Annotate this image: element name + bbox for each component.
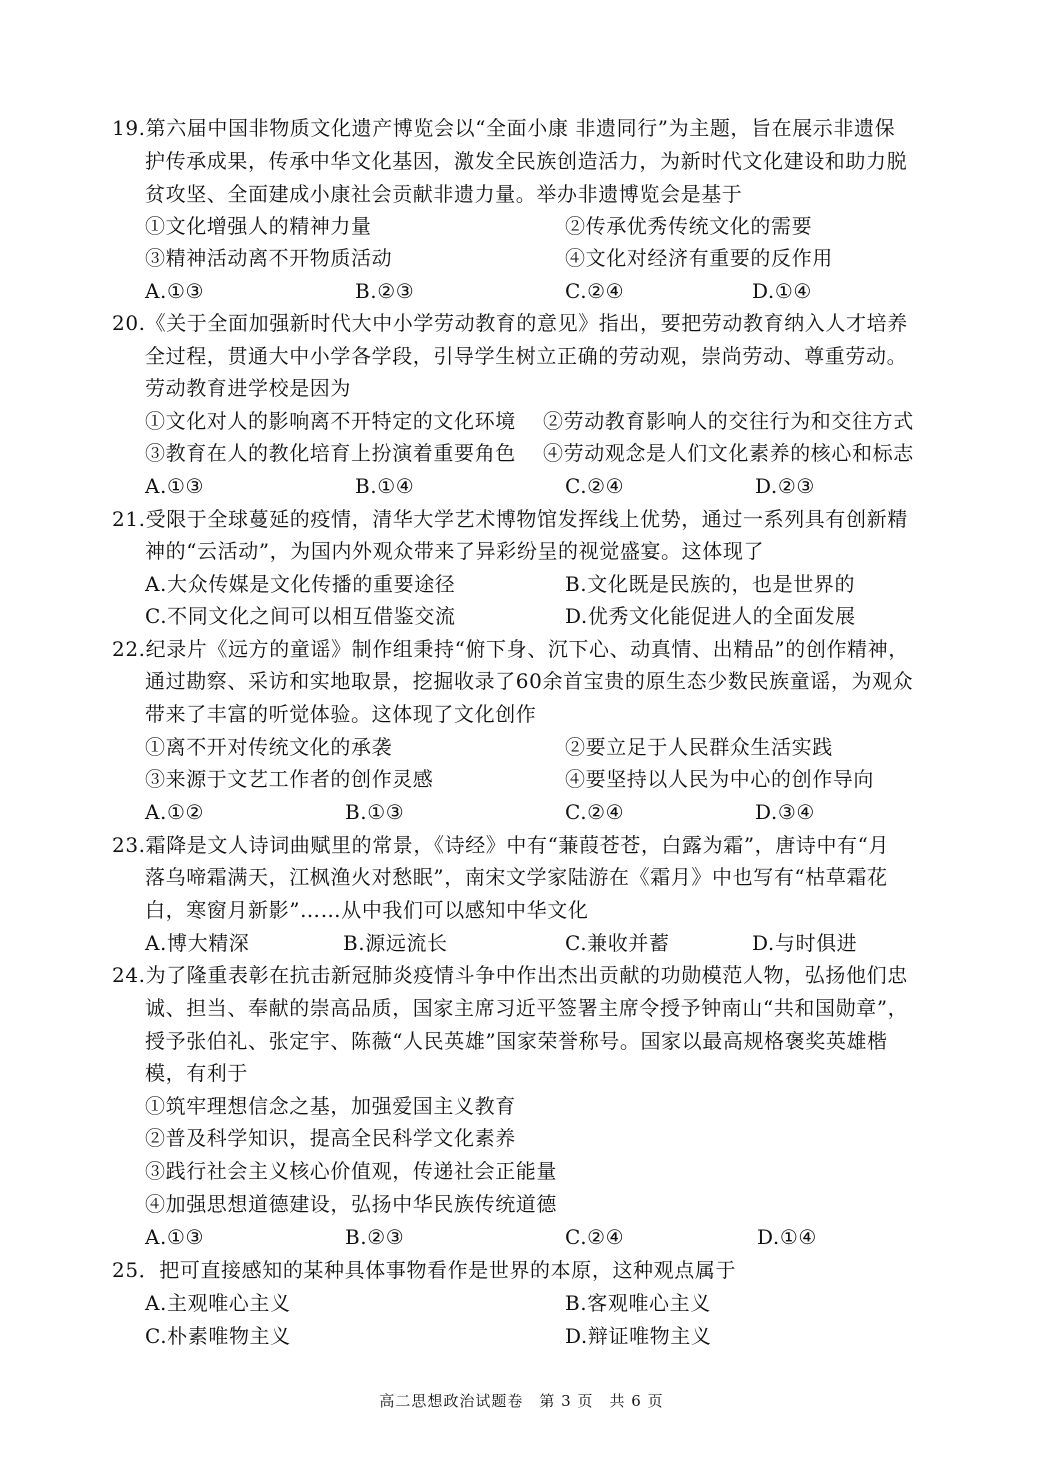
- question-22-choice-b: B.①③: [345, 800, 405, 824]
- question-22-line-1: 22.纪录片《远方的童谣》制作组秉持“俯下身、沉下心、动真情、出精品”的创作精神，: [112, 637, 909, 661]
- question-22-line-3: 带来了丰富的听觉体验。这体现了文化创作: [145, 702, 537, 726]
- question-19-item-4: ④文化对经济有重要的反作用: [565, 246, 833, 270]
- question-23-choice-a: A.博大精深: [145, 931, 250, 955]
- question-20-item-1: ①文化对人的影响离不开特定的文化环境: [145, 409, 516, 433]
- question-25-choice-d: D.辩证唯物主义: [565, 1324, 712, 1348]
- question-20-line-3: 劳动教育进学校是因为: [145, 376, 351, 400]
- question-24-line-1: 24.为了隆重表彰在抗击新冠肺炎疫情斗争中作出杰出贡献的功勋模范人物，弘扬他们忠: [112, 963, 908, 987]
- question-24-choice-b: B.②③: [345, 1225, 405, 1249]
- question-21-choice-a: A.大众传媒是文化传播的重要途径: [145, 572, 456, 596]
- question-21-line-1: 21.受限于全球蔓延的疫情，清华大学艺术博物馆发挥线上优势，通过一系列具有创新精: [112, 507, 908, 531]
- question-24-line-3: 授予张伯礼、张定宇、陈薇“人民英雄”国家荣誉称号。国家以最高规格褒奖英雄楷: [145, 1029, 888, 1053]
- question-24-item-1: ①筑牢理想信念之基，加强爱国主义教育: [145, 1094, 516, 1118]
- question-24-line-2: 诚、担当、奉献的崇高品质，国家主席习近平签署主席令授予钟南山“共和国勋章”，: [145, 996, 909, 1020]
- question-25-line-1: 25．把可直接感知的某种具体事物看作是世界的本原，这种观点属于: [112, 1258, 737, 1282]
- question-19-item-2: ②传承优秀传统文化的需要: [565, 214, 813, 238]
- question-20-item-2: ②劳动教育影响人的交往行为和交往方式: [543, 409, 914, 433]
- question-19-line-1: 19.第六届中国非物质文化遗产博览会以“全面小康 非遗同行”为主题，旨在展示非遗保: [112, 116, 896, 140]
- question-19-line-2: 护传承成果，传承中华文化基因，激发全民族创造活力，为新时代文化建设和助力脱: [145, 149, 908, 173]
- page-footer: 高二思想政治试题卷 第 3 页 共 6 页: [379, 1392, 664, 1410]
- question-22-line-2: 通过勘察、采访和实地取景，挖掘收录了60余首宝贵的原生态少数民族童谣，为观众: [145, 669, 914, 693]
- question-20-choice-d: D.②③: [755, 474, 815, 498]
- question-22-choice-d: D.③④: [755, 800, 815, 824]
- question-23-line-3: 白，寒窗月新影”……从中我们可以感知中华文化: [145, 898, 589, 922]
- question-24-item-2: ②普及科学知识，提高全民科学文化素养: [145, 1126, 516, 1150]
- question-23-choice-c: C.兼收并蓄: [565, 931, 670, 955]
- question-24-item-3: ③践行社会主义核心价值观，传递社会正能量: [145, 1159, 557, 1183]
- question-25-choice-c: C.朴素唯物主义: [145, 1324, 291, 1348]
- question-20-item-3: ③教育在人的教化培育上扮演着重要角色: [145, 441, 516, 465]
- question-22-choice-c: C.②④: [565, 800, 625, 824]
- question-19-choice-b: B.②③: [355, 279, 415, 303]
- question-22-item-4: ④要坚持以人民为中心的创作导向: [565, 767, 874, 791]
- question-22-choice-a: A.①②: [145, 800, 205, 824]
- question-24-choice-c: C.②④: [565, 1225, 625, 1249]
- question-24-item-4: ④加强思想道德建设，弘扬中华民族传统道德: [145, 1192, 557, 1216]
- question-22-item-1: ①离不开对传统文化的承袭: [145, 735, 393, 759]
- question-21-line-2: 神的“云活动”，为国内外观众带来了异彩纷呈的视觉盛宴。这体现了: [145, 539, 765, 563]
- question-19-item-1: ①文化增强人的精神力量: [145, 214, 372, 238]
- question-19-choice-a: A.①③: [145, 279, 205, 303]
- question-19-line-3: 贫攻坚、全面建成小康社会贡献非遗力量。举办非遗博览会是基于: [145, 182, 743, 206]
- question-19-choice-c: C.②④: [565, 279, 625, 303]
- question-20-item-4: ④劳动观念是人们文化素养的核心和标志: [543, 441, 914, 465]
- question-21-choice-b: B.文化既是民族的，也是世界的: [565, 572, 856, 596]
- question-23-line-1: 23.霜降是文人诗词曲赋里的常景，《诗经》中有“蒹葭苍苍，白露为霜”，唐诗中有“月: [112, 833, 890, 857]
- question-22-item-3: ③来源于文艺工作者的创作灵感: [145, 767, 434, 791]
- question-24-choice-a: A.①③: [145, 1225, 205, 1249]
- question-20-choice-b: B.①④: [355, 474, 415, 498]
- question-19-choice-d: D.①④: [752, 279, 812, 303]
- question-25-choice-b: B.客观唯心主义: [565, 1291, 711, 1315]
- question-25-choice-a: A.主观唯心主义: [145, 1291, 291, 1315]
- question-23-choice-b: B.源远流长: [343, 931, 448, 955]
- question-23-choice-d: D.与时俱进: [752, 931, 858, 955]
- question-19-item-3: ③精神活动离不开物质活动: [145, 246, 393, 270]
- question-23-line-2: 落乌啼霜满天，江枫渔火对愁眠”，南宋文学家陆游在《霜月》中也写有“枯草霜花: [145, 865, 888, 889]
- question-20-choice-c: C.②④: [565, 474, 625, 498]
- question-24-choice-d: D.①④: [757, 1225, 817, 1249]
- question-24-line-4: 模，有利于: [145, 1061, 248, 1085]
- question-20-line-1: 20.《关于全面加强新时代大中小学劳动教育的意见》指出，要把劳动教育纳入人才培养: [112, 311, 908, 335]
- question-20-choice-a: A.①③: [145, 474, 205, 498]
- question-21-choice-c: C.不同文化之间可以相互借鉴交流: [145, 604, 456, 628]
- question-22-item-2: ②要立足于人民群众生活实践: [565, 735, 833, 759]
- question-20-line-2: 全过程，贯通大中小学各学段，引导学生树立正确的劳动观，崇尚劳动、尊重劳动。: [145, 344, 908, 368]
- question-21-choice-d: D.优秀文化能促进人的全面发展: [565, 604, 856, 628]
